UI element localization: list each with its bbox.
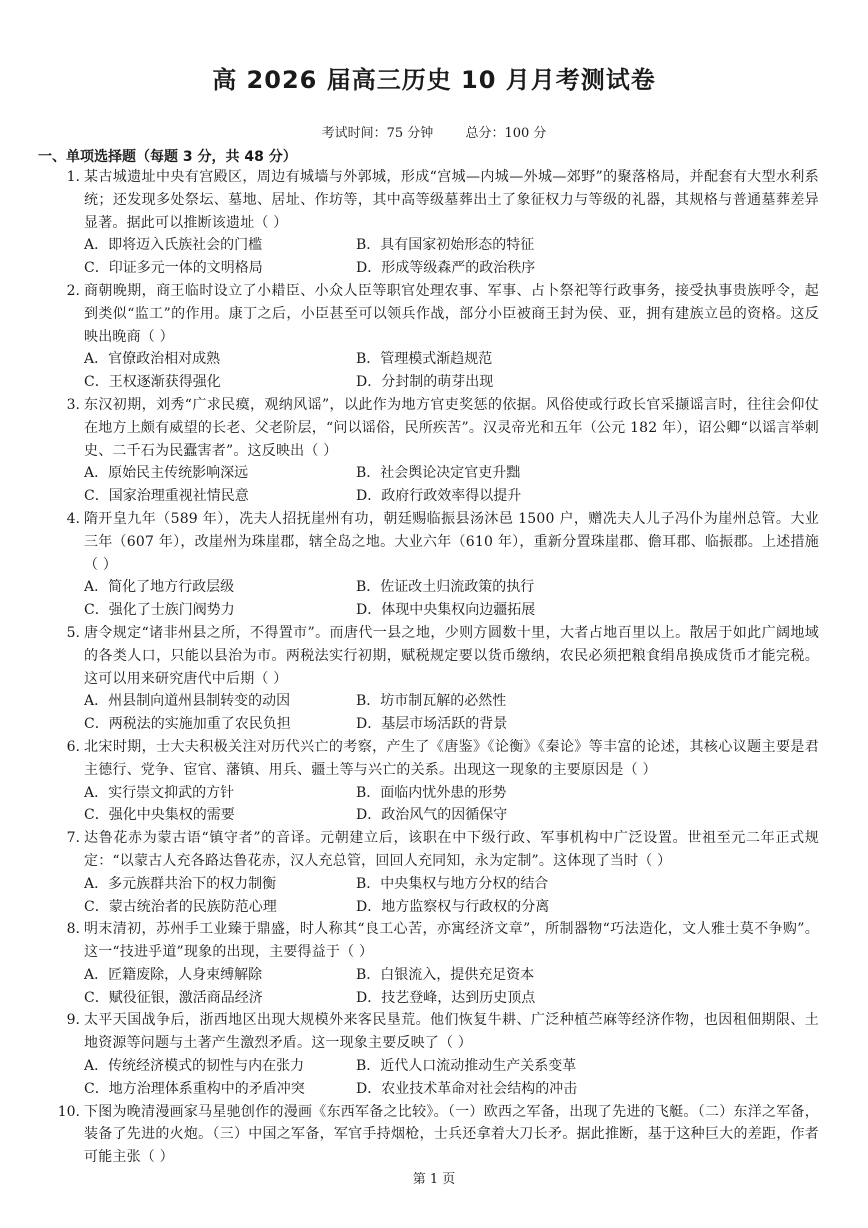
- answer-option-b: B．佐证改土归流政策的执行: [356, 579, 535, 596]
- answer-option-d: D．政治风气的因循保守: [356, 807, 508, 824]
- question-7: [66, 827, 819, 918]
- answer-option-b: B．社会舆论决定官吏升黜: [356, 465, 521, 482]
- section-heading: 一、单项选择题（每题 3 分，共 48 分）: [38, 149, 297, 165]
- option-grid: [84, 873, 819, 919]
- question-6: [66, 736, 819, 827]
- question-number: 7.: [66, 830, 80, 847]
- answer-option-c: C．国家治理重视社情民意: [84, 488, 249, 505]
- option-grid: [84, 576, 819, 622]
- question-number: 4.: [66, 510, 80, 527]
- answer-option-a: A．传统经济模式的韧性与内在张力: [84, 1058, 305, 1075]
- answer-option-a: A．简化了地方行政层级: [84, 579, 235, 596]
- question-stem: 明末清初，苏州手工业臻于鼎盛，时人称其“良工心苦，亦寓经济文章”，所制器物“巧法造化，文人雅士莫不争购”。这一“技进乎道”现象的出现，主要得益于（ ）: [84, 921, 819, 961]
- answer-option-d: D．分封制的萌芽出现: [356, 374, 494, 391]
- question-10: [57, 1101, 819, 1169]
- answer-option-c: C．蒙古统治者的民族防范心理: [84, 898, 277, 915]
- answer-option-b: B．具有国家初始形态的特征: [356, 237, 535, 254]
- answer-option-d: D．农业技术革命对社会结构的冲击: [356, 1080, 578, 1097]
- answer-option-d: D．技艺登峰，达到历史顶点: [356, 989, 536, 1006]
- question-number: 3.: [66, 396, 80, 413]
- question-stem: 下图为晚清漫画家马星驰创作的漫画《东西军备之比较》。（一）欧西之军备，出现了先进的飞艇。（二）东洋之军备，装备了先进的火炮。（三）中国之军备，军官手持烟枪，士兵还拿着大刀长矛。据此推断，基于这种巨大的差距，作者可能主张（ ）: [84, 1103, 819, 1166]
- answer-option-c: C．王权逐渐获得强化: [84, 374, 221, 391]
- question-number: 9.: [66, 1012, 80, 1029]
- answer-option-d: D．形成等级森严的政治秩序: [356, 260, 536, 277]
- answer-option-a: A．州县制向道州县制转变的动因: [84, 693, 291, 710]
- question-number: 1.: [66, 169, 80, 185]
- total-score: 总分：100 分: [465, 126, 547, 141]
- option-grid: [84, 964, 819, 1010]
- page-number: 第 1 页: [412, 1172, 456, 1187]
- question-8: [66, 918, 819, 1009]
- question-stem: 太平天国战争后，浙西地区出现大规模外来客民垦荒。他们恢复牛耕、广泛种植苎麻等经济作物，也因租佃期限、土地资源等问题与土著产生激烈矛盾。这一现象主要反映了（ ）: [84, 1012, 819, 1052]
- option-grid: [84, 234, 819, 280]
- question-number: 6.: [66, 738, 80, 755]
- answer-option-a: A．官僚政治相对成熟: [84, 351, 221, 368]
- question-2: [66, 280, 819, 394]
- question-stem: 某古城遗址中央有宫殿区，周边有城墙与外郭城，形成“宫城—内城—外城—郊野”的聚落格局，并配套有大型水利系统；还发现多处祭坛、墓地、居址、作坊等，其中高等级墓葬出土了象征权力与等级的礼器，其规格与普通墓葬差异显著。据此可以推断该遗址（ ）: [84, 169, 819, 231]
- answer-option-b: B．近代人口流动推动生产关系变革: [356, 1058, 577, 1075]
- answer-option-b: B．白银流入，提供充足资本: [356, 966, 535, 983]
- question-stem: 北宋时期，士大夫积极关注对历代兴亡的考察，产生了《唐鉴》《论衡》《秦论》等丰富的论述，其核心议题主要是君主德行、党争、宦官、藩镇、用兵、疆土等与兴亡的关系。出现这一现象的主要原因是（ ）: [84, 738, 819, 778]
- answer-option-d: D．政府行政效率得以提升: [356, 488, 522, 505]
- answer-option-b: B．管理模式渐趋规范: [356, 351, 493, 368]
- question-stem: 商朝晚期，商王临时设立了小耤臣、小众人臣等职官处理农事、军事、占卜祭祀等行政事务，接受执事贵族呼令，起到类似“监工”的作用。康丁之后，小臣甚至可以领兵作战，部分小臣被商王封为侯、亚，拥有建族立邑的资格。这反映出晚商（ ）: [84, 282, 819, 345]
- answer-option-c: C．地方治理体系重构中的矛盾冲突: [84, 1080, 305, 1097]
- answer-option-b: B．中央集权与地方分权的结合: [356, 875, 549, 892]
- question-list: [0, 166, 868, 1169]
- question-number: 2.: [66, 282, 80, 299]
- answer-option-c: C．两税法的实施加重了农民负担: [84, 716, 291, 733]
- option-grid: [84, 690, 819, 736]
- exam-title: 高 2026 届高三历史 10 月月考测试卷: [212, 66, 656, 94]
- question-4: [66, 508, 819, 622]
- answer-option-a: A．原始民主传统影响深远: [84, 465, 249, 482]
- answer-option-c: C．强化了士族门阀势力: [84, 602, 235, 619]
- question-9: [66, 1009, 819, 1100]
- question-stem: 东汉初期，刘秀“广求民瘼，观纳风谣”，以此作为地方官吏奖惩的依据。风俗使或行政长官采撷谣言时，往往会仰仗在地方上颇有威望的长老、父老阶层，“问以谣俗，民所疾苦”。汉灵帝光和五年（公元 182 年），诏公卿“以谣言举刺史、二千石为民蠹害者”。这反映出（ ）: [84, 396, 819, 459]
- question-1: [66, 166, 819, 280]
- answer-option-c: C．强化中央集权的需要: [84, 807, 235, 824]
- question-3: [66, 394, 819, 508]
- answer-option-d: D．地方监察权与行政权的分离: [356, 898, 550, 915]
- answer-option-d: D．基层市场活跃的背景: [356, 716, 508, 733]
- answer-option-b: B．坊市制瓦解的必然性: [356, 693, 507, 710]
- answer-option-a: A．即将迈入氏族社会的门槛: [84, 237, 263, 254]
- answer-option-a: A．实行崇文抑武的方针: [84, 784, 235, 801]
- exam-time: 考试时间：75 分钟: [321, 126, 434, 141]
- answer-option-c: C．印证多元一体的文明格局: [84, 260, 263, 277]
- option-grid: [84, 782, 819, 828]
- answer-option-a: A．多元族群共治下的权力制衡: [84, 875, 277, 892]
- question-stem: 唐令规定“诸非州县之所，不得置市”。而唐代一县之地，少则方圆数十里，大者占地百里以上。散居于如此广阔地域的各类人口，只能以县治为市。两税法实行初期，赋税规定要以货币缴纳，农民必须把粮食绢帛换成货币才能完税。这可以用来研究唐代中后期（ ）: [84, 624, 819, 687]
- exam-meta: [0, 122, 868, 141]
- question-number: 5.: [66, 624, 80, 641]
- option-grid: [84, 1055, 819, 1101]
- question-5: [66, 622, 819, 736]
- question-number: 8.: [66, 921, 80, 938]
- answer-option-d: D．体现中央集权向边疆拓展: [356, 602, 536, 619]
- answer-option-b: B．面临内忧外患的形势: [356, 784, 507, 801]
- option-grid: [84, 348, 819, 394]
- question-stem: 隋开皇九年（589 年），冼夫人招抚崖州有功，朝廷赐临振县汤沐邑 1500 户，赠冼夫人儿子冯仆为崖州总管。大业三年（607 年），改崖州为珠崖郡，辖全岛之地。大业六年（610 年），重新分置珠崖郡、儋耳郡、临振郡。上述措施（ ）: [84, 510, 819, 573]
- answer-option-a: A．匠籍废除，人身束缚解除: [84, 966, 263, 983]
- question-stem: 达鲁花赤为蒙古语“镇守者”的音译。元朝建立后，该职在中下级行政、军事机构中广泛设置。世祖至元二年正式规定：“以蒙古人充各路达鲁花赤，汉人充总管，回回人充同知，永为定制”。这体现了当时（ ）: [84, 830, 819, 869]
- question-number: 10.: [57, 1103, 80, 1120]
- option-grid: [84, 462, 819, 508]
- answer-option-c: C．赋役征银，激活商品经济: [84, 989, 263, 1006]
